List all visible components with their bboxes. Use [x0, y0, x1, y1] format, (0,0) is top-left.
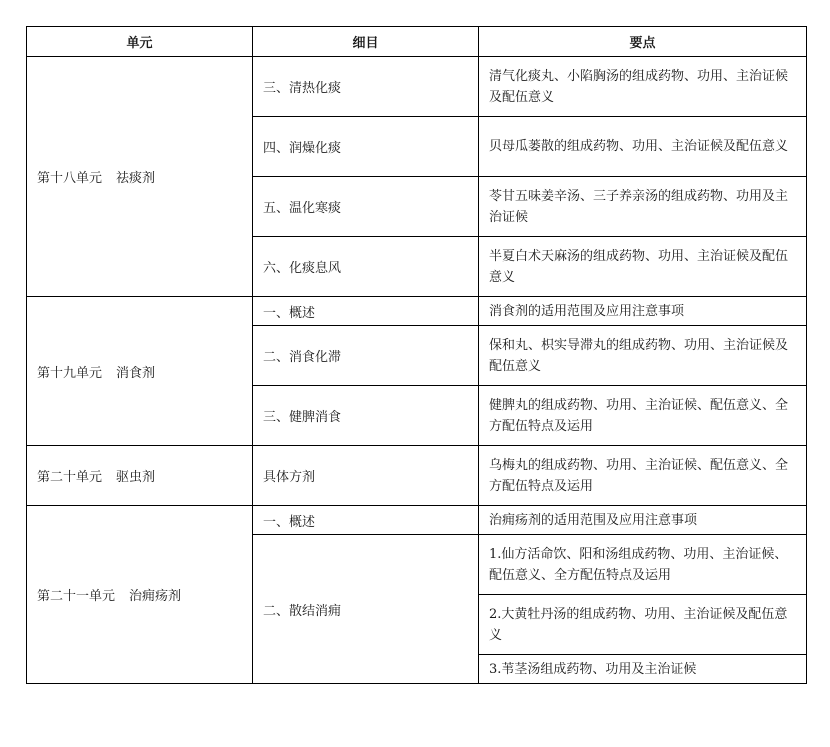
unit-cell: [27, 446, 253, 506]
header-detail: 细目: [253, 27, 479, 57]
unit-cell: [27, 297, 253, 446]
detail-cell: 二、消食化滞: [253, 326, 479, 386]
unit-number: 第二十一单元: [37, 589, 116, 604]
syllabus-table: [26, 26, 807, 684]
unit-name: 消食剂: [116, 365, 156, 381]
points-cell: 3.苇茎汤组成药物、功用及主治证候: [479, 655, 807, 684]
unit-cell: [27, 506, 253, 684]
detail-cell: 三、健脾消食: [253, 386, 479, 446]
detail-cell: 具体方剂: [253, 446, 479, 506]
unit-cell: [27, 57, 253, 297]
points-cell: 2.大黄牡丹汤的组成药物、功用、主治证候及配伍意义: [479, 595, 807, 655]
header-row: [27, 27, 807, 57]
unit-number: 第十八单元: [37, 171, 103, 186]
points-cell: 消食剂的适用范围及应用注意事项: [479, 297, 807, 326]
detail-cell: 四、润燥化痰: [253, 117, 479, 177]
table-row: [27, 57, 807, 117]
unit-number: 第二十单元: [37, 470, 103, 485]
unit-number: 第十九单元: [37, 365, 103, 381]
points-cell: 苓甘五味姜辛汤、三子养亲汤的组成药物、功用及主治证候: [479, 177, 807, 237]
table-row: [27, 446, 807, 506]
detail-cell: 三、清热化痰: [253, 57, 479, 117]
unit-name: 驱虫剂: [116, 470, 156, 485]
points-cell: 保和丸、枳实导滞丸的组成药物、功用、主治证候及配伍意义: [479, 326, 807, 386]
detail-cell: 六、化痰息风: [253, 237, 479, 297]
points-cell: 乌梅丸的组成药物、功用、主治证候、配伍意义、全方配伍特点及运用: [479, 446, 807, 506]
detail-cell: 五、温化寒痰: [253, 177, 479, 237]
detail-cell: 二、散结消痈: [253, 535, 479, 684]
detail-cell: 一、概述: [253, 506, 479, 535]
points-cell: 半夏白术天麻汤的组成药物、功用、主治证候及配伍意义: [479, 237, 807, 297]
points-cell: 健脾丸的组成药物、功用、主治证候、配伍意义、全方配伍特点及运用: [479, 386, 807, 446]
detail-cell: 一、概述: [253, 297, 479, 326]
header-unit: 单元: [27, 27, 253, 57]
header-points: 要点: [479, 27, 807, 57]
unit-name: 祛痰剂: [116, 171, 156, 186]
table-row: [27, 506, 807, 535]
table-row: [27, 297, 807, 326]
points-cell: 1.仙方活命饮、阳和汤组成药物、功用、主治证候、配伍意义、全方配伍特点及运用: [479, 535, 807, 595]
unit-name: 治痈疡剂: [129, 589, 182, 604]
points-cell: 治痈疡剂的适用范围及应用注意事项: [479, 506, 807, 535]
points-cell: 清气化痰丸、小陷胸汤的组成药物、功用、主治证候及配伍意义: [479, 57, 807, 117]
points-cell: 贝母瓜蒌散的组成药物、功用、主治证候及配伍意义: [479, 117, 807, 177]
